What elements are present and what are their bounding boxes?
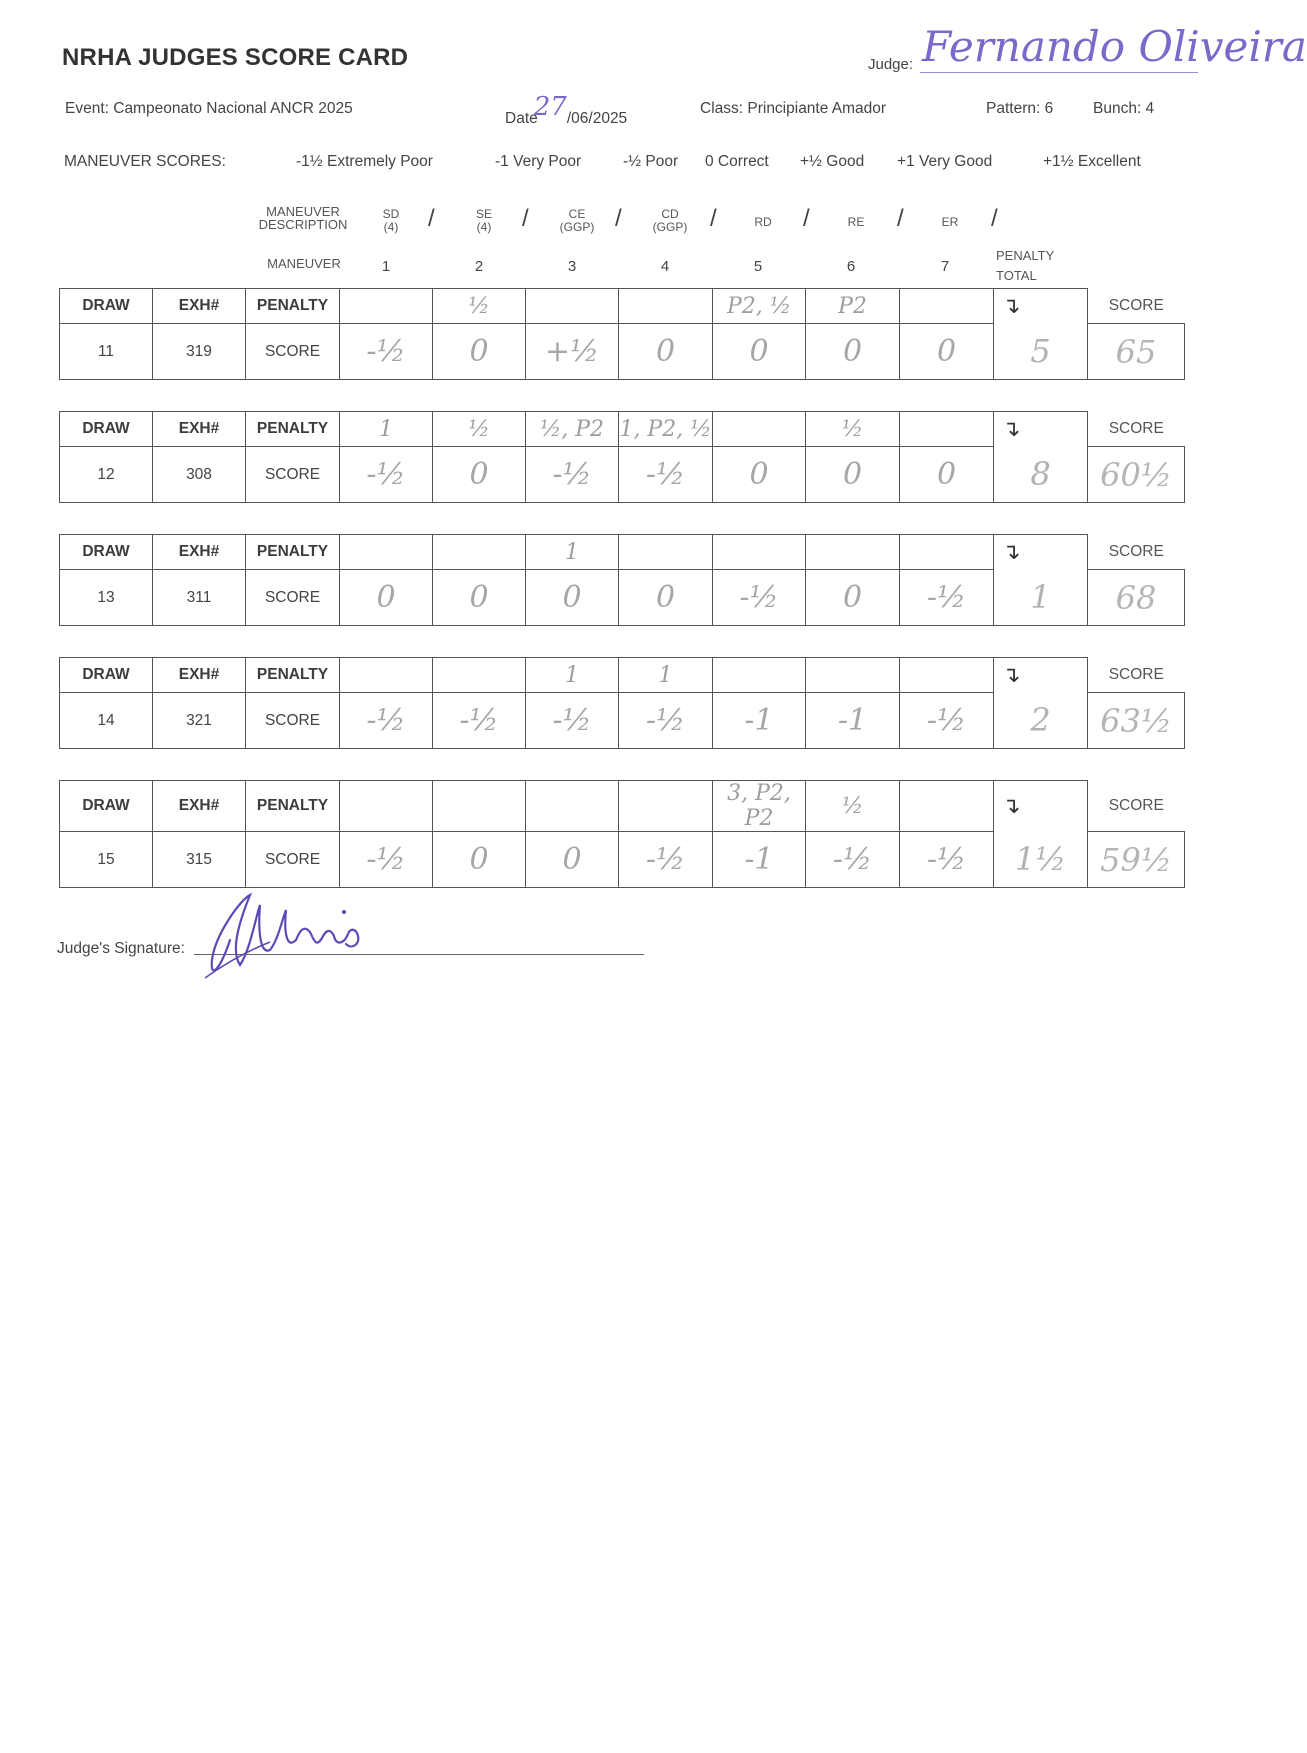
- penalty-header: PENALTY: [246, 535, 340, 570]
- score-label: SCORE: [246, 570, 340, 626]
- penalty-total: 2: [994, 693, 1088, 749]
- penalty-cell: P2, ½: [713, 289, 806, 324]
- penalty-cell: [340, 781, 433, 832]
- maneuver-score: -½: [713, 570, 806, 626]
- score-block: [59, 411, 1185, 503]
- penalty-total-label: PENALTY TOTAL: [996, 248, 1055, 283]
- maneuver-score: -½: [340, 324, 433, 380]
- penalty-cell: ½: [806, 781, 900, 832]
- draw-header: DRAW: [60, 535, 153, 570]
- penalty-header: PENALTY: [246, 781, 340, 832]
- maneuver-score: 0: [526, 832, 619, 888]
- penalty-cell: [526, 289, 619, 324]
- date-field: [505, 92, 628, 130]
- separator-slash: /: [522, 205, 529, 232]
- maneuver-score: 0: [806, 570, 900, 626]
- maneuver-score: +½: [526, 324, 619, 380]
- score-block: [59, 657, 1185, 749]
- score-label: SCORE: [246, 447, 340, 503]
- penalty-cell: ½: [806, 412, 900, 447]
- maneuver-number-7: 7: [940, 258, 950, 275]
- draw-number: 11: [60, 324, 153, 380]
- penalty-cell: [900, 289, 994, 324]
- score-header: SCORE: [1088, 658, 1185, 693]
- maneuver-score: -½: [900, 832, 994, 888]
- date-rest: /06/2025: [566, 110, 628, 127]
- exh-header: EXH#: [153, 412, 246, 447]
- maneuver-score: 0: [713, 324, 806, 380]
- exhibitor-number: 319: [153, 324, 246, 380]
- maneuver-desc-4: CD (GGP): [652, 207, 688, 234]
- maneuver-score: 0: [806, 324, 900, 380]
- arrow-icon: ↴: [994, 658, 1088, 693]
- penalty-cell: 1: [340, 412, 433, 447]
- penalty-cell: 3, P2, P2: [713, 781, 806, 832]
- maneuver-score: -½: [619, 832, 713, 888]
- maneuver-score: 0: [713, 447, 806, 503]
- maneuver-desc-7: ER: [941, 215, 959, 229]
- penalty-cell: [806, 535, 900, 570]
- penalty-cell: ½: [433, 289, 526, 324]
- date-day: 27: [533, 92, 567, 122]
- event-name: Event: Campeonato Nacional ANCR 2025: [65, 100, 353, 117]
- maneuver-score: -1: [713, 832, 806, 888]
- maneuver-score: -½: [526, 447, 619, 503]
- draw-header: DRAW: [60, 412, 153, 447]
- exh-header: EXH#: [153, 535, 246, 570]
- maneuver-number-3: 3: [567, 258, 577, 275]
- table-row: [60, 693, 1185, 749]
- signature-image: [200, 880, 400, 980]
- maneuver-score: -½: [340, 693, 433, 749]
- penalty-header: PENALTY: [246, 289, 340, 324]
- page-title: NRHA JUDGES SCORE CARD: [62, 44, 409, 71]
- maneuver-score: 0: [526, 570, 619, 626]
- score-label: SCORE: [246, 832, 340, 888]
- scale-item: 0 Correct: [705, 153, 769, 170]
- draw-number: 14: [60, 693, 153, 749]
- bunch-number: Bunch: 4: [1093, 100, 1155, 117]
- class-name: Class: Principiante Amador: [700, 100, 887, 117]
- exhibitor-number: 321: [153, 693, 246, 749]
- maneuver-label: MANEUVER: [267, 256, 341, 271]
- final-score: 63½: [1088, 693, 1185, 749]
- score-block: [59, 780, 1185, 888]
- penalty-cell: [900, 412, 994, 447]
- penalty-cell: 1, P2, ½: [619, 412, 713, 447]
- score-block: [59, 288, 1185, 380]
- penalty-cell: [433, 535, 526, 570]
- maneuver-description-label: MANEUVER DESCRIPTION: [258, 204, 348, 232]
- maneuver-score: -1: [713, 693, 806, 749]
- maneuver-score: 0: [900, 324, 994, 380]
- scale-item: -1 Very Poor: [495, 153, 582, 170]
- draw-number: 15: [60, 832, 153, 888]
- penalty-cell: [526, 781, 619, 832]
- pattern-number: Pattern: 6: [986, 100, 1054, 117]
- exh-header: EXH#: [153, 658, 246, 693]
- scale-item: +½ Good: [800, 153, 865, 170]
- penalty-cell: [433, 781, 526, 832]
- maneuver-desc-5: RD: [754, 215, 772, 229]
- penalty-cell: [713, 412, 806, 447]
- exh-header: EXH#: [153, 289, 246, 324]
- separator-slash: /: [710, 205, 717, 232]
- penalty-cell: 1: [619, 658, 713, 693]
- penalty-cell: [713, 535, 806, 570]
- scale-item: +1 Very Good: [897, 153, 993, 170]
- penalty-cell: [900, 535, 994, 570]
- maneuver-score: 0: [433, 570, 526, 626]
- scale-item: +1½ Excellent: [1043, 153, 1141, 170]
- separator-slash: /: [615, 205, 622, 232]
- arrow-icon: ↴: [994, 289, 1088, 324]
- penalty-cell: [619, 535, 713, 570]
- judge-line: [920, 72, 1198, 73]
- separator-slash: /: [991, 205, 998, 232]
- maneuver-score: 0: [619, 570, 713, 626]
- final-score: 60½: [1088, 447, 1185, 503]
- penalty-cell: [433, 658, 526, 693]
- maneuver-desc-2: SE (4): [475, 207, 492, 234]
- arrow-icon: ↴: [994, 535, 1088, 570]
- maneuver-score: -1: [806, 693, 900, 749]
- penalty-cell: [806, 658, 900, 693]
- scale-label: MANEUVER SCORES:: [64, 153, 226, 170]
- maneuver-desc-3: CE (GGP): [559, 207, 595, 234]
- penalty-header: PENALTY: [246, 658, 340, 693]
- maneuver-number-5: 5: [753, 258, 763, 275]
- arrow-icon: ↴: [994, 412, 1088, 447]
- maneuver-score: -½: [619, 693, 713, 749]
- score-header: SCORE: [1088, 289, 1185, 324]
- maneuver-score: 0: [433, 447, 526, 503]
- score-label: SCORE: [246, 324, 340, 380]
- draw-header: DRAW: [60, 658, 153, 693]
- penalty-cell: [340, 535, 433, 570]
- maneuver-desc-1: SD (4): [382, 207, 400, 234]
- penalty-cell: ½, P2: [526, 412, 619, 447]
- date-label: Date: [505, 110, 538, 127]
- maneuver-score: 0: [806, 447, 900, 503]
- draw-number: 13: [60, 570, 153, 626]
- penalty-cell: [900, 658, 994, 693]
- score-header: SCORE: [1088, 781, 1185, 832]
- maneuver-score: -½: [900, 693, 994, 749]
- penalty-cell: 1: [526, 535, 619, 570]
- separator-slash: /: [428, 205, 435, 232]
- penalty-cell: [340, 289, 433, 324]
- draw-header: DRAW: [60, 781, 153, 832]
- maneuver-score: -½: [619, 447, 713, 503]
- score-label: SCORE: [246, 693, 340, 749]
- penalty-total: 1½: [994, 832, 1088, 888]
- score-header: SCORE: [1088, 535, 1185, 570]
- arrow-icon: ↴: [994, 781, 1088, 832]
- exhibitor-number: 311: [153, 570, 246, 626]
- exhibitor-number: 308: [153, 447, 246, 503]
- penalty-cell: [713, 658, 806, 693]
- penalty-cell: [340, 658, 433, 693]
- judge-label: Judge:: [868, 56, 914, 73]
- maneuver-score: -½: [526, 693, 619, 749]
- scale-item: -1½ Extremely Poor: [296, 153, 433, 170]
- maneuver-score: -½: [340, 447, 433, 503]
- maneuver-score: -½: [900, 570, 994, 626]
- maneuver-score: -½: [806, 832, 900, 888]
- separator-slash: /: [897, 205, 904, 232]
- final-score: 65: [1088, 324, 1185, 380]
- draw-number: 12: [60, 447, 153, 503]
- exhibitor-number: 315: [153, 832, 246, 888]
- score-header: SCORE: [1088, 412, 1185, 447]
- penalty-cell: [619, 289, 713, 324]
- maneuver-score: -½: [340, 832, 433, 888]
- score-block: [59, 534, 1185, 626]
- penalty-total: 5: [994, 324, 1088, 380]
- maneuver-score: 0: [619, 324, 713, 380]
- table-row: [60, 447, 1185, 503]
- maneuver-number-2: 2: [474, 258, 484, 275]
- table-row: [60, 324, 1185, 380]
- penalty-header: PENALTY: [246, 412, 340, 447]
- maneuver-score: -½: [433, 693, 526, 749]
- penalty-total: 1: [994, 570, 1088, 626]
- maneuver-score: 0: [433, 324, 526, 380]
- final-score: 68: [1088, 570, 1185, 626]
- maneuver-number-4: 4: [660, 258, 670, 275]
- table-row: [60, 570, 1185, 626]
- maneuver-number-6: 6: [846, 258, 856, 275]
- penalty-cell: [619, 781, 713, 832]
- maneuver-desc-6: RE: [847, 215, 865, 229]
- penalty-cell: ½: [433, 412, 526, 447]
- draw-header: DRAW: [60, 289, 153, 324]
- exh-header: EXH#: [153, 781, 246, 832]
- maneuver-score: 0: [340, 570, 433, 626]
- penalty-cell: 1: [526, 658, 619, 693]
- penalty-cell: [900, 781, 994, 832]
- maneuver-score: 0: [433, 832, 526, 888]
- final-score: 59½: [1088, 832, 1185, 888]
- separator-slash: /: [803, 205, 810, 232]
- penalty-total: 8: [994, 447, 1088, 503]
- scale-item: -½ Poor: [623, 153, 679, 170]
- penalty-cell: P2: [806, 289, 900, 324]
- signature-label: Judge's Signature:: [57, 940, 185, 957]
- maneuver-score: 0: [900, 447, 994, 503]
- maneuver-number-1: 1: [381, 258, 391, 275]
- judge-name: Fernando Oliveira: [922, 22, 1307, 71]
